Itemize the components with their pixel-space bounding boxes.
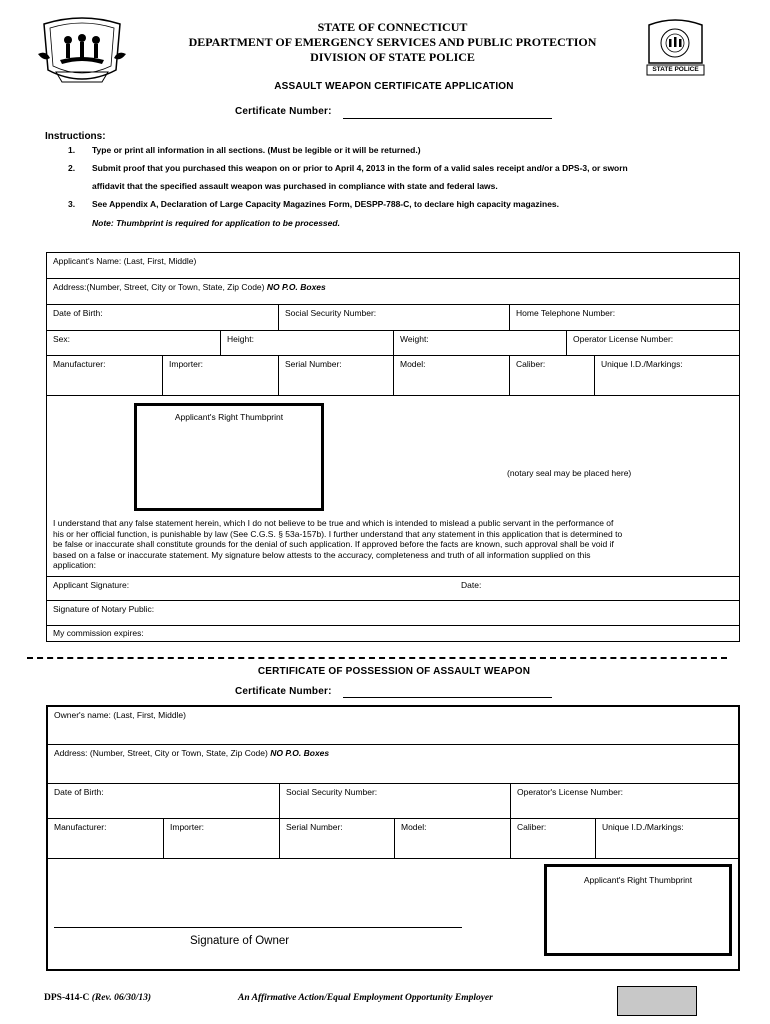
importer-field[interactable]: [162, 356, 278, 395]
operator-license-field[interactable]: [566, 331, 739, 355]
field-label: Address: (Number, Street, City or Town, State, Zip Code): [54, 748, 268, 758]
owner-thumbprint-box[interactable]: [544, 864, 732, 956]
owner-ssn-field[interactable]: [279, 784, 510, 818]
model-field[interactable]: [394, 819, 510, 858]
caliber-field[interactable]: [510, 819, 595, 858]
form-row: [48, 784, 738, 819]
statement-line: application:: [53, 560, 97, 571]
field-label: Social Security Number:: [285, 308, 377, 318]
statement-line: I understand that any false statement herein, which I do not believe to be true and which is intended to mislead a public servant in the performance of: [53, 518, 614, 528]
instruction-number: 1.: [68, 145, 76, 155]
owner-signature-line[interactable]: [54, 927, 462, 928]
field-label: Operator's License Number:: [517, 787, 624, 797]
form-revision: (Rev. 06/30/13): [91, 993, 152, 1003]
statement-line: his or her official function, is punishable by law (See C.G.S. § 53a-157b). I further understand that any statement in this application that is determined to: [53, 528, 623, 539]
serial-number-field[interactable]: [279, 819, 394, 858]
instruction-note: Note: Thumbprint is required for application to be processed.: [92, 218, 340, 228]
sex-field[interactable]: [47, 331, 220, 355]
form-row: [47, 356, 739, 396]
dob-field[interactable]: [47, 305, 278, 330]
instructions-heading: Instructions:: [45, 131, 106, 142]
application-form: [46, 252, 740, 642]
unique-id-field[interactable]: [595, 819, 738, 858]
field-label: Unique I.D./Markings:: [602, 822, 684, 832]
instruction-item: [0, 181, 770, 193]
field-label: Applicant's Name: (Last, First, Middle): [53, 256, 197, 266]
certificate-form: [46, 705, 740, 971]
manufacturer-field[interactable]: [48, 819, 163, 858]
field-label: Unique I.D./Markings:: [601, 359, 683, 369]
manufacturer-field[interactable]: [47, 356, 162, 395]
certificate-number-label: Certificate Number:: [235, 686, 332, 697]
statement-line: based on a false or inaccurate statement. My signature below attests to the accuracy, completeness and truth of all information supplied on this: [53, 549, 591, 560]
thumbprint-label: Applicant's Right Thumbprint: [174, 412, 284, 422]
certificate-title: CERTIFICATE OF POSSESSION OF ASSAULT WEAPON: [257, 666, 531, 677]
notary-seal-note: (notary seal may be placed here): [507, 468, 632, 478]
date-label: Date:: [461, 580, 482, 590]
statement-line: be false or inaccurate shall constitute grounds for the denial of such application. If approved before the facts are known, such approval shall be void if: [53, 539, 614, 550]
instruction-text: See Appendix A, Declaration of Large Capacity Magazines Form, DESPP-788-C, to declare high capacity magazines.: [92, 199, 560, 209]
field-label: Manufacturer:: [53, 359, 106, 369]
serial-number-field[interactable]: [278, 356, 393, 395]
ssn-field[interactable]: [278, 305, 509, 330]
no-po-note: NO P.O. Boxes: [266, 282, 326, 292]
instruction-item: [0, 163, 770, 175]
field-label: Height:: [227, 334, 254, 344]
unique-id-field[interactable]: [594, 356, 739, 395]
header-division: DIVISION OF STATE POLICE: [310, 50, 475, 64]
field-label: Address:(Number, Street, City or Town, State, Zip Code): [53, 282, 265, 292]
field-label: Operator License Number:: [573, 334, 674, 344]
address-label-group: [54, 748, 329, 758]
instruction-item: [0, 199, 770, 211]
field-label: Date of Birth:: [53, 308, 103, 318]
instruction-number: 3.: [68, 199, 76, 209]
field-label: Applicant Signature:: [53, 580, 130, 590]
state-police-badge: [643, 17, 708, 77]
header-state: STATE OF CONNECTICUT: [317, 20, 468, 34]
form-row: [47, 305, 739, 331]
instruction-item: [0, 145, 770, 157]
reset-button[interactable]: [617, 986, 697, 1016]
thumbprint-statement-area: [47, 396, 739, 577]
field-label: Home Telephone Number:: [516, 308, 616, 318]
thumbprint-box[interactable]: [134, 403, 324, 511]
field-label: Serial Number:: [285, 359, 342, 369]
owner-address-field[interactable]: [48, 745, 738, 784]
form-number: DPS-414-C: [44, 993, 90, 1003]
form-row: [48, 819, 738, 859]
owner-license-field[interactable]: [510, 784, 738, 818]
field-label: Manufacturer:: [54, 822, 107, 832]
field-label: My commission expires:: [53, 628, 144, 638]
field-label: Signature of Notary Public:: [53, 604, 155, 614]
instruction-text: Type or print all information in all sections. (Must be legible or it will be returned.): [92, 145, 421, 155]
applicant-name-field[interactable]: [47, 253, 739, 279]
field-label: Importer:: [169, 359, 204, 369]
field-label: Model:: [400, 359, 426, 369]
field-label: Date of Birth:: [54, 787, 104, 797]
header-department: DEPARTMENT OF EMERGENCY SERVICES AND PUBLIC PROTECTION: [188, 35, 597, 49]
thumbprint-label: Applicant's Right Thumbprint: [583, 875, 693, 885]
importer-field[interactable]: [163, 819, 279, 858]
field-label: Owner's name: (Last, First, Middle): [54, 710, 186, 720]
home-phone-field[interactable]: [509, 305, 739, 330]
field-label: Serial Number:: [286, 822, 343, 832]
attestation-statement: [53, 518, 743, 571]
instruction-text: Submit proof that you purchased this weapon on or prior to April 4, 2013 in the form of a valid sales receipt and/or a DPS-3, or sworn: [92, 163, 628, 173]
field-label: Importer:: [170, 822, 205, 832]
form-id: [44, 993, 151, 1003]
owner-dob-field[interactable]: [48, 784, 279, 818]
instruction-number: 2.: [68, 163, 76, 173]
state-seal-icon: [36, 14, 128, 90]
no-po-note: NO P.O. Boxes: [270, 748, 330, 758]
commission-expires-field[interactable]: [47, 626, 739, 641]
field-label: Sex:: [53, 334, 71, 344]
form-row: [47, 331, 739, 356]
certificate-number-field[interactable]: [343, 107, 552, 119]
owner-name-field[interactable]: [48, 707, 738, 745]
instruction-text: affidavit that the specified assault weapon was purchased in compliance with state and federal laws.: [92, 181, 498, 191]
height-field[interactable]: [220, 331, 393, 355]
caliber-field[interactable]: [509, 356, 594, 395]
signature-of-owner-label: Signature of Owner: [190, 935, 290, 947]
field-label: Weight:: [400, 334, 429, 344]
notary-signature-field[interactable]: [47, 601, 739, 626]
certificate-number-field[interactable]: [343, 686, 552, 698]
field-label: Caliber:: [516, 359, 546, 369]
weight-field[interactable]: [393, 331, 566, 355]
address-label-group: [53, 282, 326, 292]
badge-label: STATE POLICE: [652, 66, 699, 73]
employer-statement: An Affirmative Action/Equal Employment Opportunity Employer: [238, 993, 493, 1003]
address-field[interactable]: [47, 279, 739, 305]
field-label: Social Security Number:: [286, 787, 378, 797]
model-field[interactable]: [393, 356, 509, 395]
field-label: Caliber:: [517, 822, 547, 832]
form-title: ASSAULT WEAPON CERTIFICATE APPLICATION: [274, 81, 514, 92]
cut-line-divider: [27, 657, 727, 659]
owner-signature-area: [48, 859, 738, 969]
certificate-number-label: Certificate Number:: [235, 106, 332, 117]
field-label: Model:: [401, 822, 427, 832]
applicant-signature-field[interactable]: [47, 577, 739, 601]
